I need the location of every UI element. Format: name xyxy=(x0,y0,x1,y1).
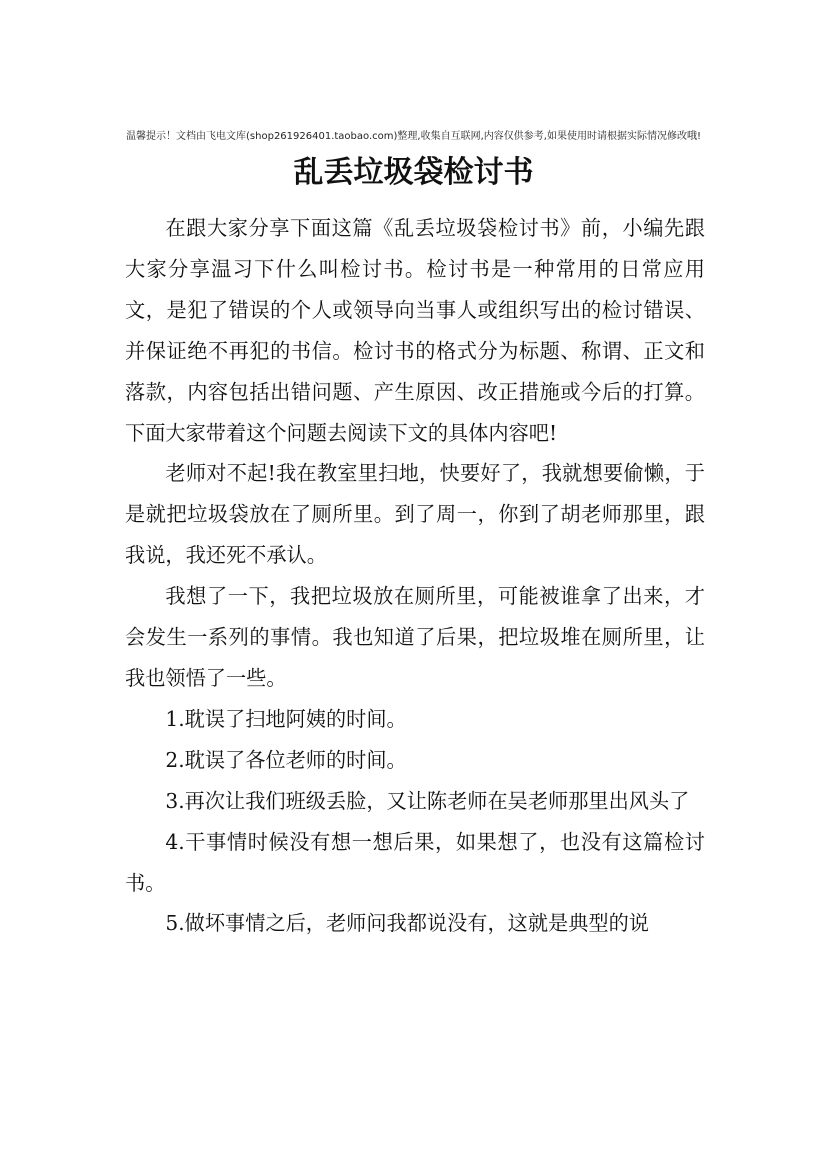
paragraph-reflection: 我想了一下，我把垃圾放在厕所里，可能被谁拿了出来，才会发生一系列的事情。我也知道了后果，把垃圾堆在厕所里，让我也领悟了一些。 xyxy=(125,584,705,690)
list-item-5: 5.做坏事情之后，老师问我都说没有，这就是典型的说 xyxy=(165,911,649,936)
list-item-4: 4.干事情时候没有想一想后果，如果想了，也没有这篇检讨书。 xyxy=(125,829,705,895)
list-item-2: 2.耽误了各位老师的时间。 xyxy=(165,747,407,772)
header-notice: 温馨提示！文档由飞电文库(shop261926401.taobao.com)整理,收集自互联网,内容仅供参考,如果使用时请根据实际情况修改哦! xyxy=(126,131,701,142)
list-item-1: 1.耽误了扫地阿姨的时间。 xyxy=(165,706,407,731)
paragraph-apology: 老师对不起!我在教室里扫地，快要好了，我就想要偷懒，于是就把垃圾袋放在了厕所里。到了周一，你到了胡老师那里，跟我说，我还死不承认。 xyxy=(125,461,705,568)
document-body xyxy=(125,208,705,944)
list-item-3: 3.再次让我们班级丢脸，又让陈老师在吴老师那里出风头了 xyxy=(165,788,690,813)
paragraph-intro: 在跟大家分享下面这篇《乱丢垃圾袋检讨书》前，小编先跟大家分享温习下什么叫检讨书。检讨书是一种常用的日常应用文，是犯了错误的个人或领导向当事人或组织写出的检讨错误、并保证绝不再犯的书信。检讨书的格式分为标题、称谓、正文和落款，内容包括出错问题、产生原因、改正措施或今后的打算。下面大家带着这个问题去阅读下文的具体内容吧! xyxy=(125,216,705,445)
document-title: 乱丢垃圾袋检讨书 xyxy=(293,155,534,190)
